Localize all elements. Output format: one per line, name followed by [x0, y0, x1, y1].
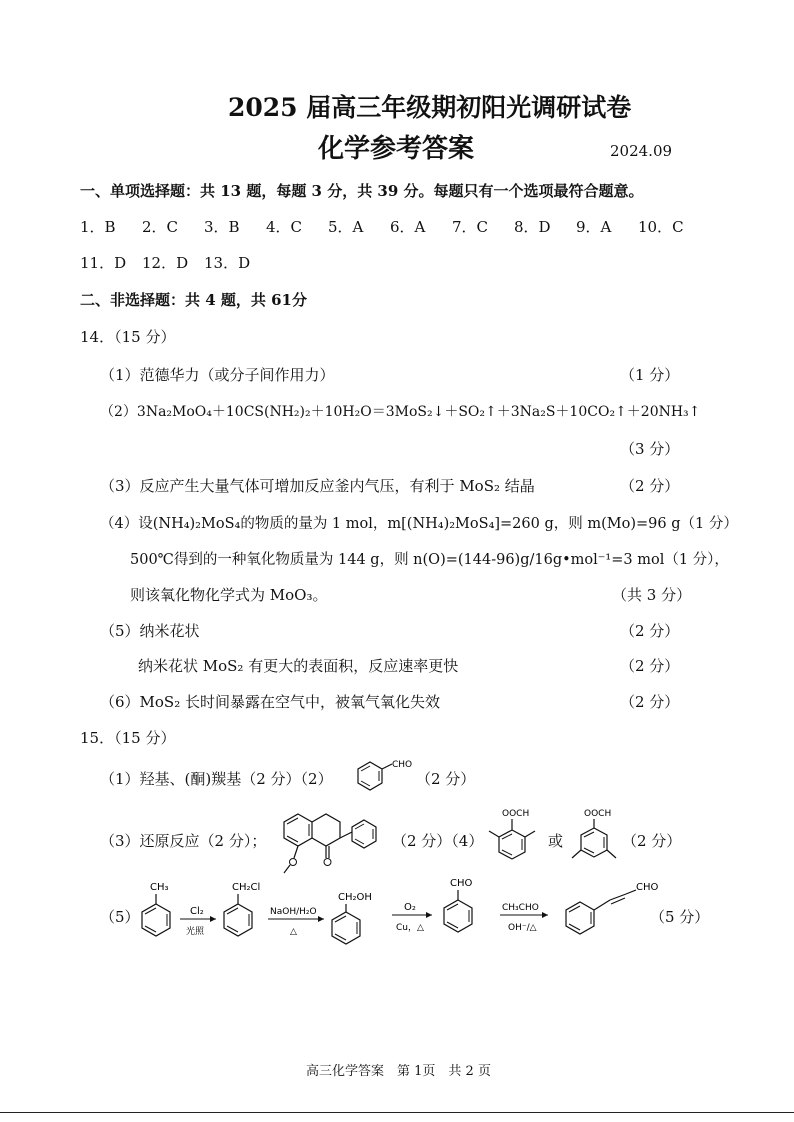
q14-p4-line2: 500℃得到的一种氧化物质量为 144 g，则 n(O)=(144-96)g/16g•mol⁻¹=3 mol（1 分）， [130, 552, 729, 568]
answer-item: 2．C [142, 218, 179, 236]
q14-p1: （1）范德华力（或分子间作用力） [100, 366, 335, 384]
tetralone-structure [268, 806, 388, 878]
answer-item: 7．C [452, 218, 489, 236]
q14-p6-score: （2 分） [620, 693, 680, 711]
section2-heading: 二、非选择题：共 4 题，共 61分 [80, 291, 307, 309]
ooch-label: OOCH [502, 809, 530, 819]
benzaldehyde-structure [352, 758, 418, 794]
q15-p1-score: （2 分） [416, 770, 476, 788]
q14-p4-score: （共 3 分） [612, 586, 692, 604]
q15-p4-score: （2 分） [622, 832, 682, 850]
q14-p4-line1: （4）设(NH₄)₂MoS₄的物质的量为 1 mol，m[(NH₄)₂MoS₄]=260 g，则 m(Mo)=96 g（1 分） [100, 516, 738, 532]
page-footer: 高三化学答案 第 1页 共 2 页 [306, 1064, 491, 1079]
page-title: 2025 届高三年级期初阳光调研试卷 [228, 93, 632, 122]
date: 2024.09 [610, 142, 673, 160]
light-label: 光照 [186, 927, 205, 937]
answer-item: 9．A [576, 218, 612, 236]
q14-p5a: （5）纳米花状 [100, 622, 200, 640]
q14-label: 14．（15 分） [80, 328, 176, 346]
oh-label: OH⁻/△ [508, 923, 537, 933]
ooch-label: OOCH [584, 809, 612, 819]
q14-p1-score: （1 分） [620, 366, 680, 384]
cho-label-2: CHO [450, 878, 473, 889]
answer-item: 1．B [80, 218, 116, 236]
answer-item: 5．A [328, 218, 364, 236]
naoh-label: NaOH/H₂O [270, 907, 317, 917]
q14-p5b-score: （2 分） [620, 657, 680, 675]
heat-label: △ [290, 927, 297, 937]
answer-item: 11．D [80, 254, 127, 272]
section1-heading: 一、单项选择题：共 13 题，每题 3 分，共 39 分。每题只有一个选项最符合题意。 [80, 182, 644, 200]
q14-p5b: 纳米花状 MoS₂ 有更大的表面积，反应速率更快 [138, 657, 459, 675]
q15-p3: （3）还原反应（2 分）； [100, 832, 267, 850]
answers-row1 [80, 216, 700, 237]
answers-row2 [80, 252, 266, 273]
o2-label: O₂ [404, 902, 416, 913]
ch3-label: CH₃ [150, 882, 169, 893]
answer-item: 6．A [390, 218, 426, 236]
q14-p5a-score: （2 分） [620, 622, 680, 640]
synthesis-route-diagram [128, 872, 708, 954]
answer-item: 3．B [204, 218, 240, 236]
q14-p6: （6）MoS₂ 长时间暴露在空气中，被氧气氧化失效 [100, 693, 440, 711]
bottom-rule [0, 1112, 794, 1113]
cl2-label: Cl₂ [190, 906, 204, 917]
cho-label-3: CHO [636, 882, 659, 893]
answer-item: 8．D [514, 218, 551, 236]
q14-p3-score: （2 分） [620, 477, 680, 495]
cho-label: CHO [392, 760, 413, 770]
q15-p3-score: （2 分）（4） [392, 832, 484, 850]
q14-p2: （2）3Na₂MoO₄＋10CS(NH₂)₂＋10H₂O＝3MoS₂↓＋SO₂↑＋3Na₂S＋10CO₂↑＋20NH₃↑ [100, 404, 701, 420]
answer-item: 13．D [204, 254, 251, 272]
ch2oh-label: CH₂OH [338, 892, 372, 903]
q15-label: 15．（15 分） [80, 729, 176, 747]
q15-p1: （1）羟基、(酮)羰基（2 分）（2） [100, 770, 333, 788]
q14-p3: （3）反应产生大量气体可增加反应釜内气压，有利于 MoS₂ 结晶 [100, 477, 535, 495]
answer-item: 4．C [266, 218, 303, 236]
q14-p4-line3: 则该氧化物化学式为 MoO₃。 [130, 586, 328, 604]
answer-item: 12．D [142, 254, 189, 272]
formate-ester-1-structure [484, 806, 544, 868]
page-subtitle: 化学参考答案 [318, 134, 475, 164]
ch3cho-label: CH₃CHO [502, 903, 539, 913]
q14-p2-score: （3 分） [620, 440, 680, 458]
q15-p5-label: （5） [100, 908, 140, 926]
answer-item: 10．C [638, 218, 684, 236]
q15-p5-score: （5 分） [650, 908, 710, 926]
cu-label: Cu，△ [396, 923, 424, 933]
or-text: 或 [548, 832, 564, 850]
ch2cl-label: CH₂Cl [232, 882, 261, 893]
